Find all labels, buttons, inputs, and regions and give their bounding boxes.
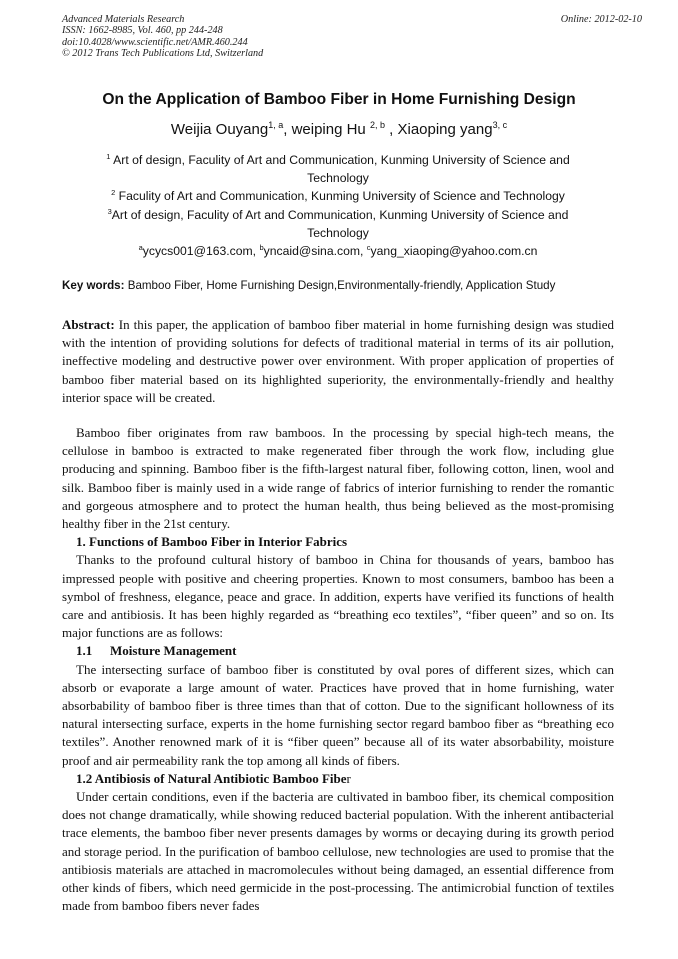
email-link[interactable]: yang_xiaoping@yahoo.com.cn [370, 244, 538, 259]
affiliation-text: Faculity of Art and Communication, Kunming University of Science and Technology [115, 189, 565, 204]
online-date: Online: 2012-02-10 [560, 14, 642, 25]
abstract [62, 316, 614, 407]
author-sup: 2, b [369, 120, 385, 130]
affiliation-sup: 2 [111, 188, 116, 198]
section-1-1-heading [62, 642, 614, 660]
keywords [62, 278, 622, 294]
author-list [0, 120, 678, 140]
affiliation-2 [62, 187, 614, 205]
section-number: 1.1 [76, 643, 93, 659]
journal-header [62, 14, 263, 60]
keywords-label: Key words: [62, 279, 125, 292]
email-link[interactable]: ycycs001@163.com, [142, 244, 260, 259]
main-body [62, 424, 614, 915]
journal-name: Advanced Materials Research [62, 14, 185, 25]
author-sup: 3, c [492, 120, 508, 130]
affiliation-3-cont: Technology [307, 225, 369, 240]
affiliation-sup: 3 [107, 206, 112, 216]
author-sep: , [384, 121, 398, 138]
email-link[interactable]: yncaid@sina.com, [263, 244, 367, 259]
intro-paragraph: Bamboo fiber originates from raw bamboos. In the processing by special high-tech means, the cellulose in bamboo is extracted to make regenerated fiber through the work flow, including glue producing and spinning. Bamboo fiber is the fifth-largest natural fiber, following cotton, linen, wool and silk. Bamboo fiber is mainly used in a wide range of fabrics of interior furnishing to render the romantic and gorgeous atmosphere and to protect the human health, thus being believed as the most-promising healthy fiber in the 21st century. [62, 425, 614, 532]
email-sup: c [366, 243, 371, 253]
author-name: weiping Hu [291, 121, 370, 138]
copyright-line: © 2012 Trans Tech Publications Ltd, Switzerland [62, 48, 264, 60]
affiliation-text: Art of design, Faculity of Art and Communication, Kunming University of Science and [111, 207, 569, 222]
section-1-2-paragraph: Under certain conditions, even if the bacteria are cultivated in bamboo fiber, its chemical composition does not change dramatically, while showing reduced bacterial population. With the inherent antibacterial trace elements, the bamboo fiber never presents damages by worms or decaying during its growth period and storage period. In the purification of bamboo cellulose, new technologies are used to promise that the antibiosis materials are attached in macromolecules without being damaged, an essential difference from other kinds of fibers, which need germicide in the post-processing. The antimicrobial function of textiles made from bamboo fibers never fades [62, 789, 614, 914]
affiliations [62, 151, 614, 260]
section-title: Moisture Management [110, 643, 237, 659]
keywords-text: Bamboo Fiber, Home Furnishing Design,Environmentally-friendly, Application Study [124, 279, 556, 292]
email-sup: b [259, 243, 264, 253]
section-title: 1.2 Antibiosis of Natural Antibiotic Bamboo Fibe [76, 770, 347, 786]
affiliation-text: Art of design, Faculity of Art and Communication, Kunming University of Science and [110, 153, 570, 167]
section-1-paragraph: Thanks to the profound cultural history of bamboo in China for thousands of years, bamboo has impressed people with positive and cheering properties. Known to most consumers, bamboo has been a symbol of freshness, elegance, peace and grace. In addition, experts have verified its functions of health care and antibiosis. It has been highly regarded as “breathing eco textiles”, “fiber queen” and so on. Its major functions are as follows: [62, 552, 614, 641]
section-1-2-heading [62, 770, 614, 788]
paper-title: On the Application of Bamboo Fiber in Home Furnishing Design [102, 91, 576, 108]
email-sup: a [138, 243, 143, 253]
abstract-text: In this paper, the application of bamboo fiber material in home furnishing design was studied with the intention of providing solutions for defects of traditional material in terms of its air pollution, ineffective modeling and destructive power over environment. With proper application of properties of bamboo fiber material based on its highlighted superiority, the environmentally-friendly and healthy interior space will be created. [62, 317, 614, 405]
author-sep: , [283, 121, 292, 138]
affiliation-3 [62, 206, 614, 224]
author-name: Xiaoping yang [397, 121, 493, 138]
section-1-1-paragraph: The intersecting surface of bamboo fiber is constituted by oval pores of different sizes, which can absorb or evaporate a large amount of water. Practices have proved that in home furnishing, water absorbability of bamboo fiber is three times than that of cotton. Due to the significant hollowness of its natural intersecting surface, experts in the home furnishing sector regard bamboo fiber as “breathing eco textiles”. Another renowned mark of it is “fiber queen” because all of its water absorbability, moisture proof and air permeability rank the top among all kinds of fibers. [62, 661, 614, 768]
issn-line: ISSN: 1662-8985, Vol. 460, pp 244-248 [62, 25, 223, 37]
section-title-tail: r [346, 770, 351, 786]
doi-line: doi:10.4028/www.scientific.net/AMR.460.244 [62, 36, 248, 48]
affiliation-1 [62, 151, 614, 169]
author-sup: 1, a [268, 120, 284, 130]
email-list [62, 242, 614, 260]
affiliation-1-cont: Technology [307, 171, 369, 186]
section-1-heading: 1. Functions of Bamboo Fiber in Interior Fabrics [76, 534, 348, 550]
affiliation-sup: 1 [106, 152, 111, 161]
author-name: Weijia Ouyang [170, 121, 269, 138]
abstract-label: Abstract: [62, 317, 115, 332]
